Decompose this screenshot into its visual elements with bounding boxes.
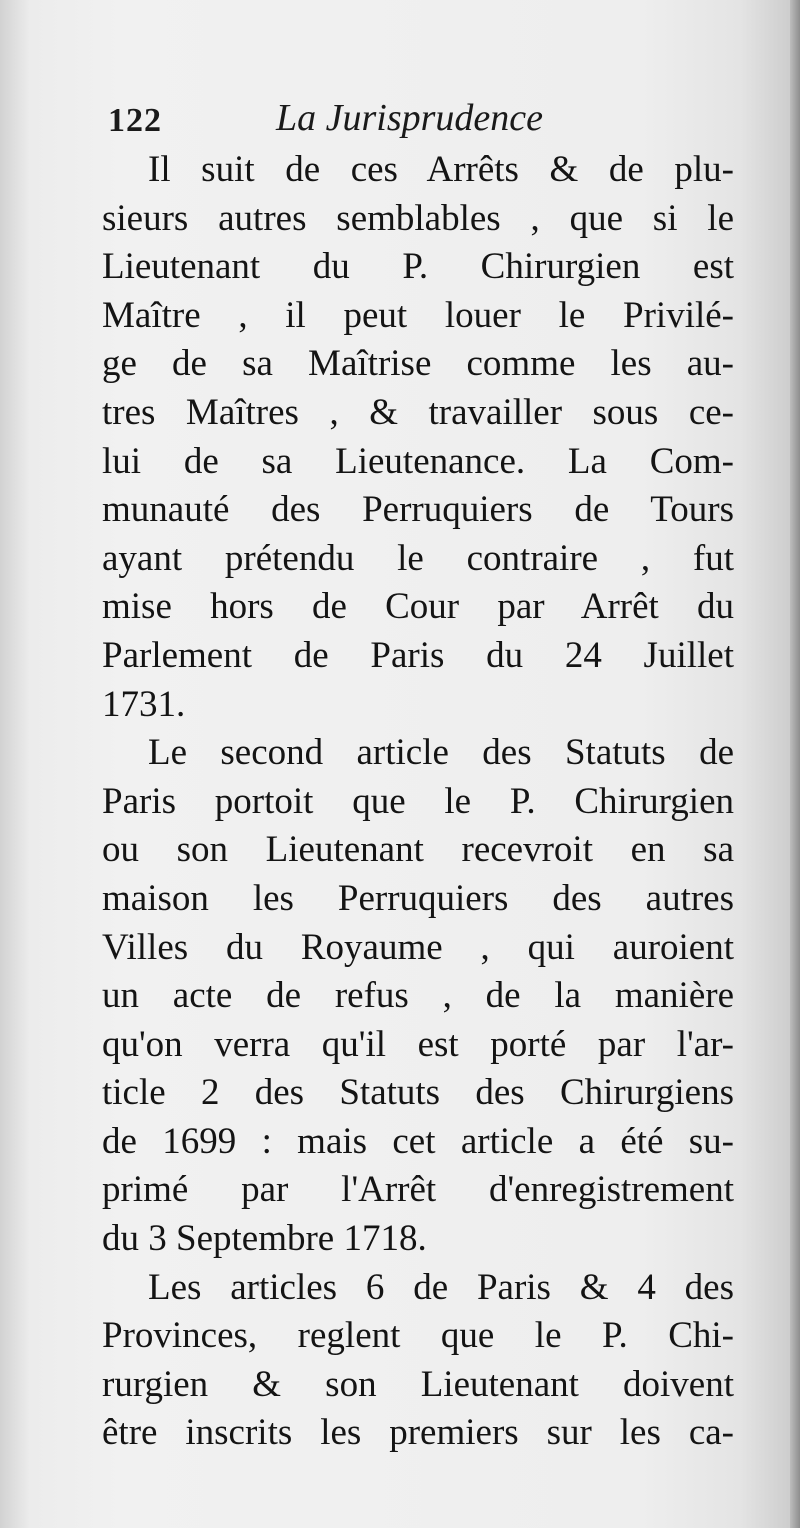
text-line: sieurs autres semblables , que si le bbox=[102, 197, 734, 239]
page-number: 122 bbox=[108, 102, 162, 139]
text-line: Paris portoit que le P. Chirurgien bbox=[102, 780, 734, 822]
text-line: Lieutenant du P. Chirurgien est bbox=[102, 246, 734, 288]
text-line: du 3 Septembre 1718. bbox=[102, 1218, 427, 1260]
running-title: La Jurisprudence bbox=[276, 97, 544, 139]
text-line: lui de sa Lieutenance. La Com- bbox=[102, 440, 734, 482]
page-edge-shadow bbox=[790, 0, 800, 1528]
text-line: Villes du Royaume , qui auroient bbox=[102, 926, 734, 968]
text-line: de 1699 : mais cet article a été su- bbox=[102, 1120, 734, 1162]
text-line: maison les Perruquiers des autres bbox=[102, 877, 734, 919]
text-line: tres Maîtres , & travailler sous ce- bbox=[102, 391, 734, 433]
page-header bbox=[104, 96, 744, 146]
text-line: Le second article des Statuts de bbox=[148, 732, 734, 774]
body-text bbox=[102, 146, 734, 1458]
text-line: ayant prétendu le contraire , fut bbox=[102, 537, 734, 579]
text-line: rurgien & son Lieutenant doivent bbox=[102, 1363, 734, 1405]
text-line: Il suit de ces Arrêts & de plu- bbox=[148, 149, 734, 190]
text-line: être inscrits les premiers sur les ca- bbox=[102, 1412, 734, 1454]
text-line: qu'on verra qu'il est porté par l'ar- bbox=[102, 1023, 734, 1065]
text-line: ou son Lieutenant recevroit en sa bbox=[102, 829, 734, 871]
text-line: ticle 2 des Statuts des Chirurgiens bbox=[102, 1072, 734, 1114]
text-line: un acte de refus , de la manière bbox=[102, 975, 734, 1017]
text-line: Parlement de Paris du 24 Juillet bbox=[102, 634, 734, 676]
text-line: Les articles 6 de Paris & 4 des bbox=[148, 1266, 734, 1308]
text-line: ge de sa Maîtrise comme les au- bbox=[102, 343, 734, 385]
text-line: 1731. bbox=[102, 683, 186, 725]
text-line: primé par l'Arrêt d'enregistrement bbox=[102, 1169, 734, 1211]
text-line: munauté des Perruquiers de Tours bbox=[102, 489, 734, 531]
text-line: Maître , il peut louer le Privilé- bbox=[102, 294, 734, 336]
text-line: Provinces, reglent que le P. Chi- bbox=[102, 1315, 734, 1357]
text-line: mise hors de Cour par Arrêt du bbox=[102, 586, 734, 628]
